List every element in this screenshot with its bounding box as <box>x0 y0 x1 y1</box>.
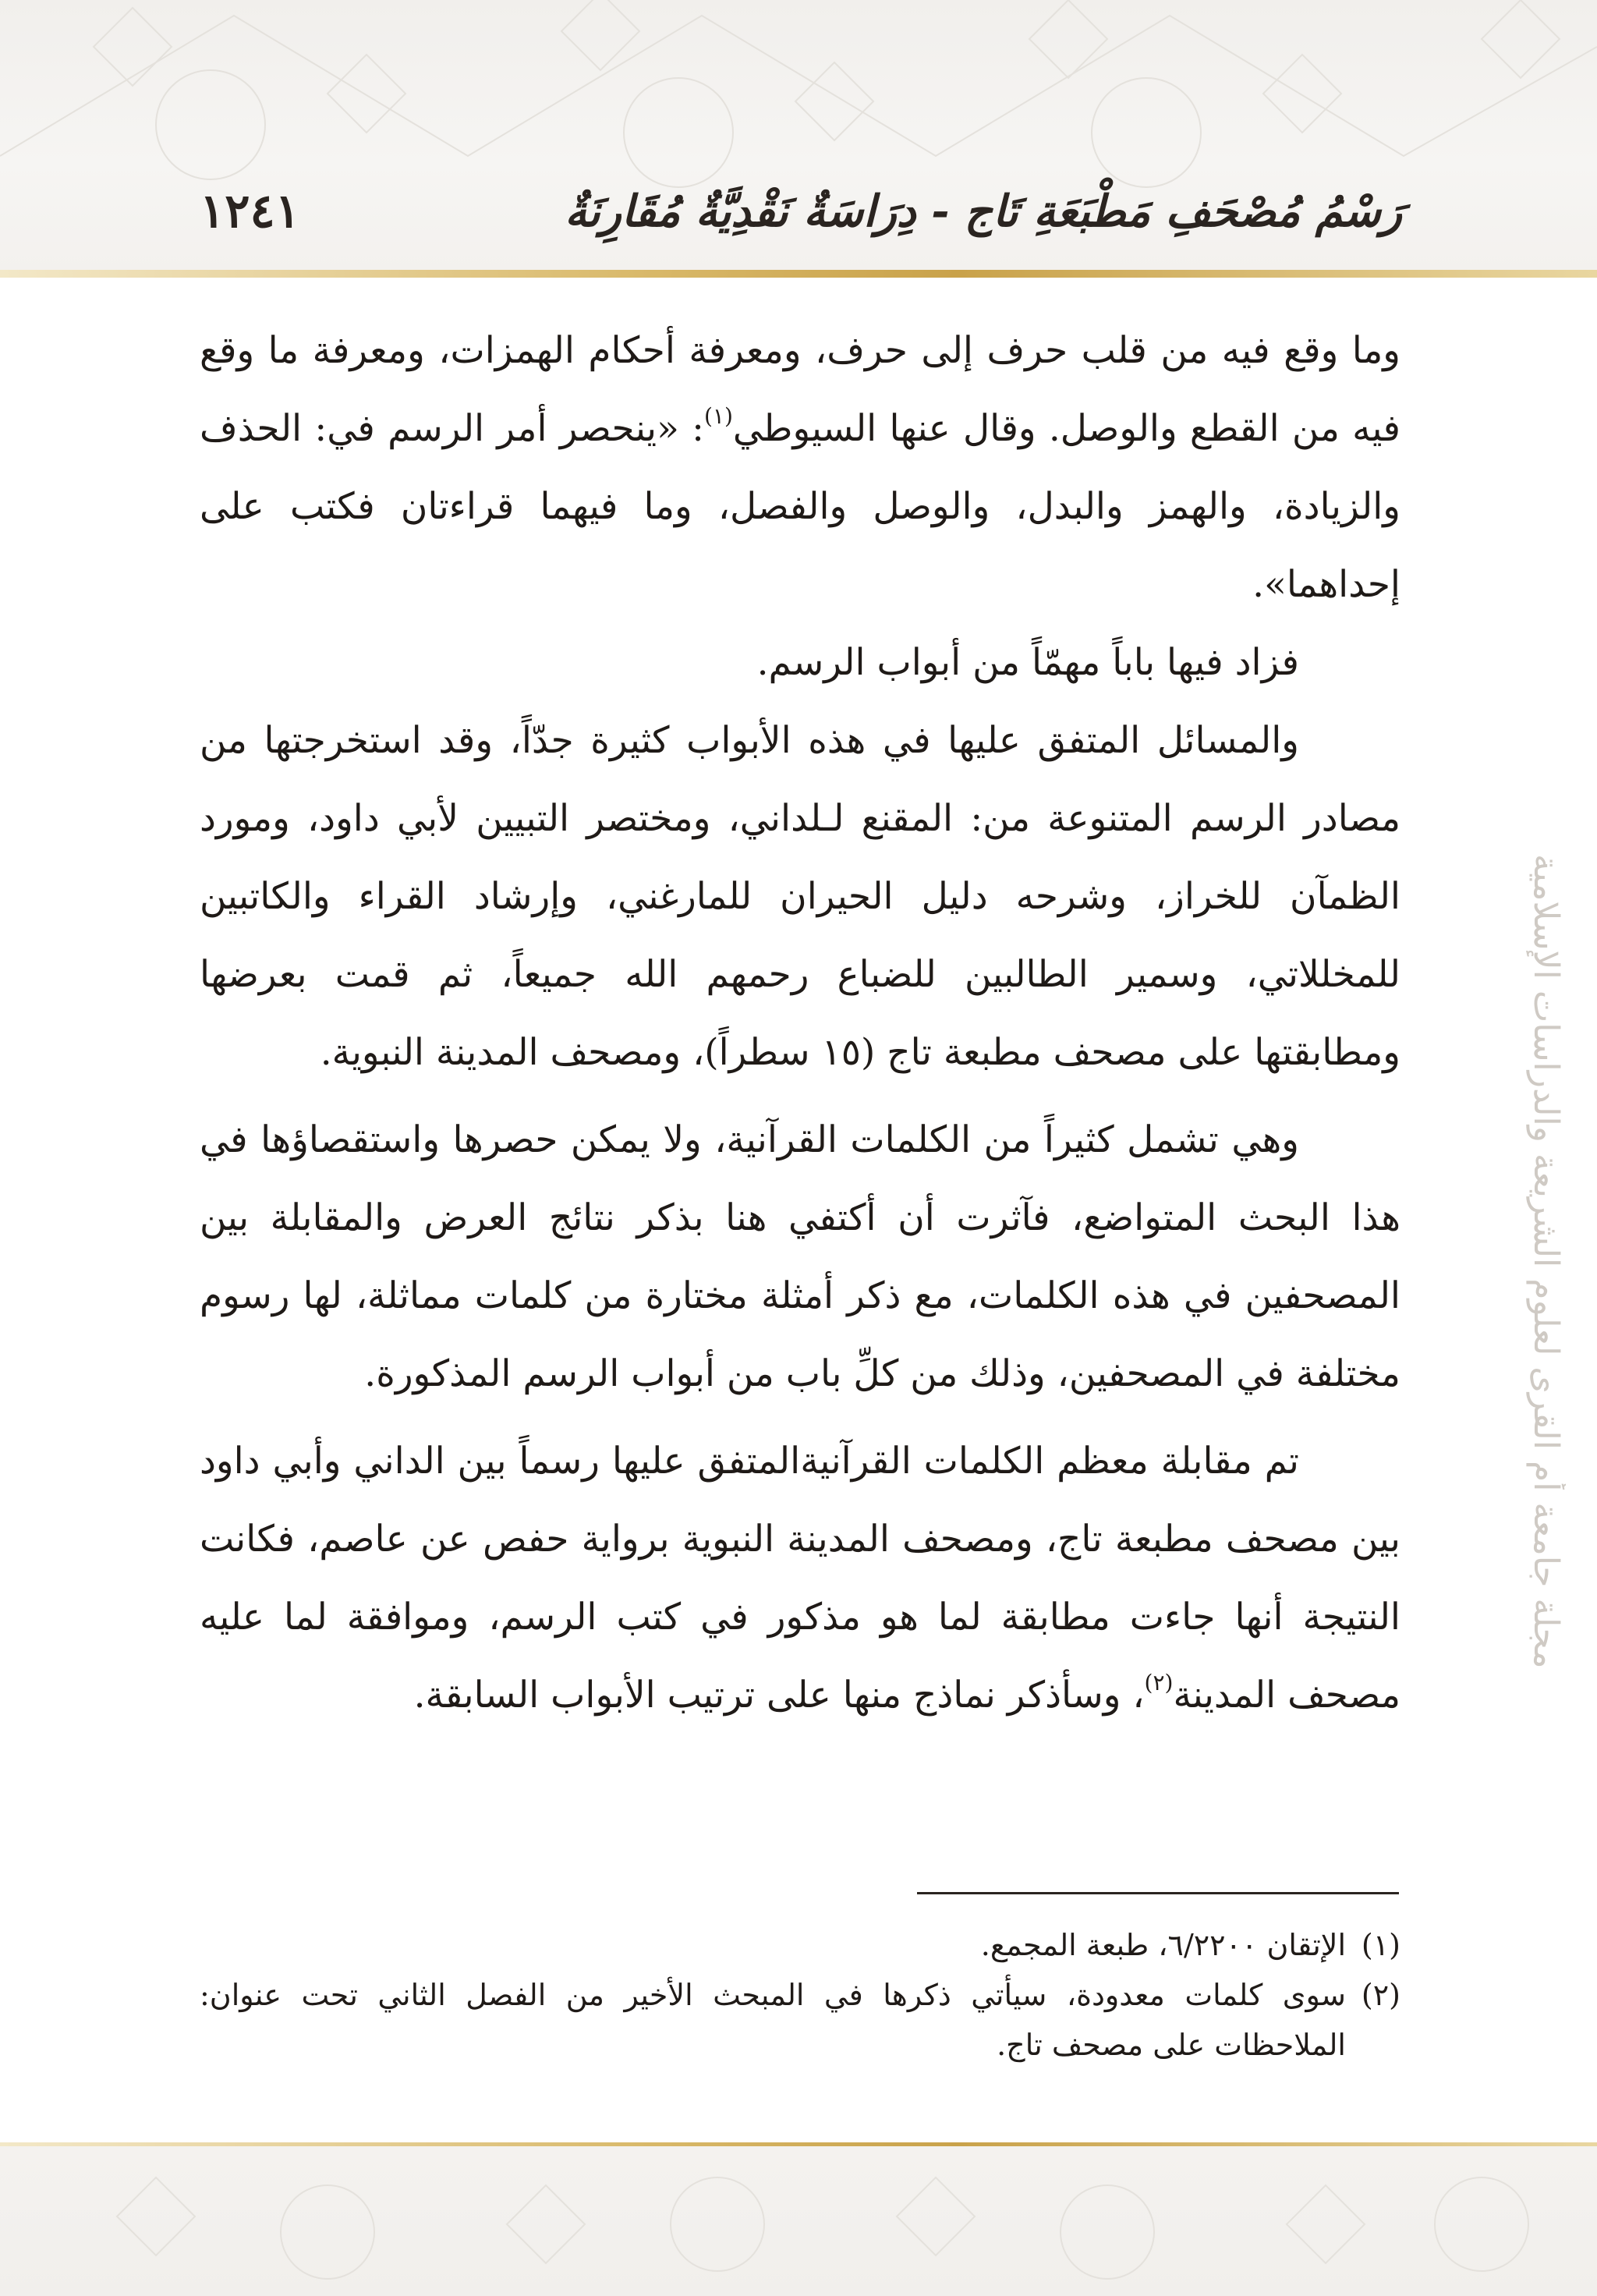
body-text <box>200 312 1400 1734</box>
footnote-1 <box>200 1920 1400 1970</box>
footer-band <box>0 2146 1597 2296</box>
footnote-2-number: (٢) <box>1361 1978 1400 2012</box>
paragraph-2: فزاد فيها باباً مهمّاً من أبواب الرسم. <box>756 641 1299 684</box>
footnote-2 <box>200 1970 1400 2070</box>
footnote-separator <box>917 1892 1399 1894</box>
paragraph-4: وهي تشمل كثيراً من الكلمات القرآنية، ولا يمكن حصرها واستقصاؤها في هذا البحث المتواضع، فآثرت أن أكتفي هنا بذكر نتائج العرض والمقابلة بين المصحفين في هذه الكلمات، مع ذكر أمثلة مختارة من كلمات مماثلة، لها رسوم مختلفة في المصحفين، وذلك من كلِّ باب من أبواب الرسم المذكورة. <box>200 1118 1400 1395</box>
footnotes <box>200 1920 1400 2070</box>
paragraph-5-text-before: تم مقابلة معظم الكلمات القرآنيةالمتفق عليها رسماً بين الداني وأبي داود بين مصحف مطبعة تاج، ومصحف المدينة النبوية برواية حفص عن عاصم، فكانت النتيجة أنها جاءت مطابقة لما هو مذكور في كتب الرسم، وموافقة لما عليه مصحف المدينة <box>200 1440 1400 1717</box>
side-journal-title: مجلة جامعة أم القرى لعلوم الشريعة والدراسات الإسلامية <box>1526 854 1566 1669</box>
header-gold-rule <box>0 270 1597 278</box>
page-number: ١٢٤١ <box>200 184 300 239</box>
geometric-pattern-icon <box>0 2146 1597 2296</box>
footnote-1-text: الإتقان ٦/٢٢٠٠، طبعة المجمع. <box>980 1928 1346 1962</box>
paragraph-1-text-after: : «ينحصر أمر الرسم في: الحذف والزيادة، والهمز والبدل، والوصل والفصل، وما فيهما قراءتان فكتب على إحداهما». <box>200 407 1400 606</box>
paragraph-1 <box>200 312 1400 624</box>
paragraph-5 <box>200 1423 1400 1734</box>
footnote-2-text: سوى كلمات معدودة، سيأتي ذكرها في المبحث الأخير من الفصل الثاني تحت عنوان: الملاحظات على مصحف تاج. <box>200 1978 1346 2062</box>
paragraph-3: والمسائل المتفق عليها في هذه الأبواب كثيرة جدّاً، وقد استخرجتها من مصادر الرسم المتنوعة من: المقنع لـلداني، ومختصر التبيين لأبي داود، ومورد الظمآن للخراز، وشرحه دليل الحيران للمارغني، وإرشاد القراء والكاتبين للمخللاتي، وسمير الطالبين للضباع رحمهم الله جميعاً، ثم قمت بعرضها ومطابقتها على مصحف مطبعة تاج (١٥ سطراً)، ومصحف المدينة النبوية. <box>200 719 1400 1074</box>
footnote-1-number: (١) <box>1361 1928 1400 1962</box>
paragraph-1-text-before: وما وقع فيه من قلب حرف إلى حرف، ومعرفة أحكام الهمزات، ومعرفة ما وقع فيه من القطع والوصل. وقال عنها السيوطي <box>200 329 1400 450</box>
paragraph-5-text-after: ، وسأذكر نماذج منها على ترتيب الأبواب السابقة. <box>413 1674 1145 1717</box>
footnote-ref-1: (١) <box>703 403 733 429</box>
running-header-title: رَسْمُ مُصْحَفِ مَطْبَعَةِ تَاج - دِرَاسَةٌ نَقْدِيَّةٌ مُقَارِنَةٌ <box>565 186 1402 237</box>
footnote-ref-2: (٢) <box>1144 1670 1174 1695</box>
